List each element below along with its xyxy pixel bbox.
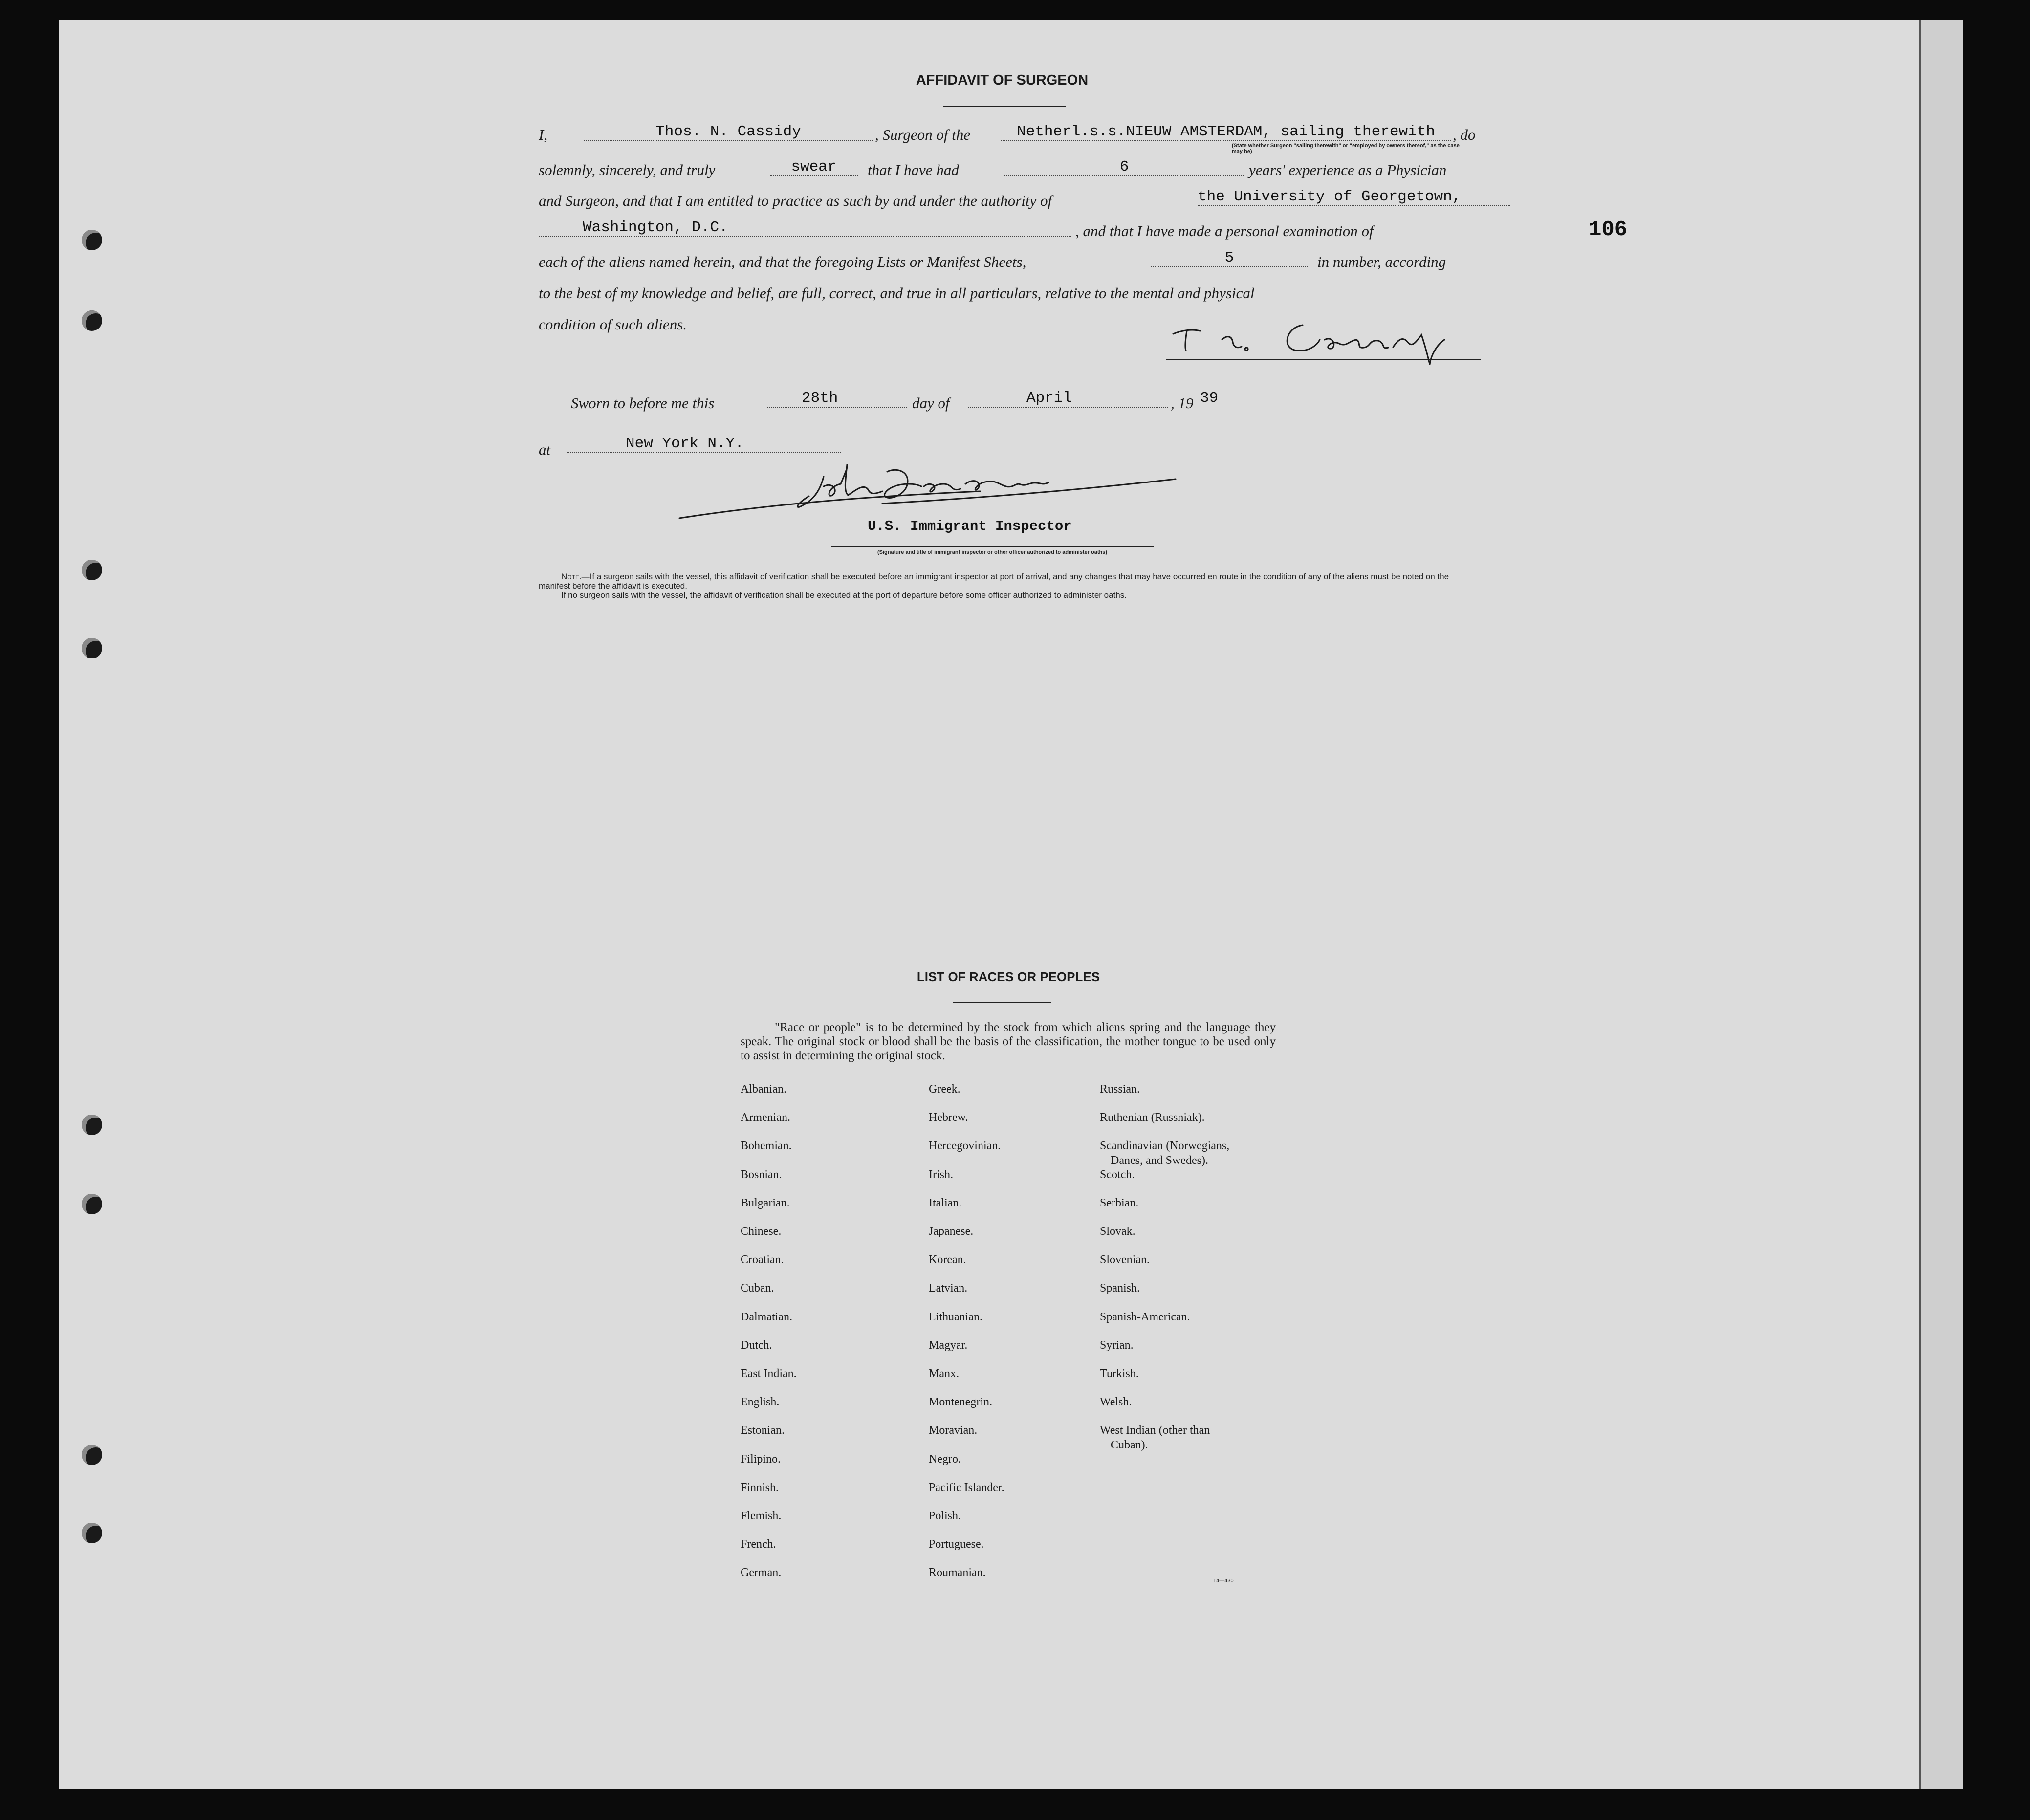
race-item: Greek. bbox=[929, 1083, 960, 1096]
years-field: 6 bbox=[1004, 158, 1244, 176]
race-item: Estonian. bbox=[741, 1424, 785, 1437]
race-item: Bohemian. bbox=[741, 1140, 792, 1153]
race-item: Irish. bbox=[929, 1168, 953, 1181]
race-item: West Indian (other than bbox=[1100, 1424, 1210, 1437]
race-item: Dalmatian. bbox=[741, 1310, 792, 1323]
affidavit-prefix-i: I, bbox=[539, 126, 548, 143]
race-item: Korean. bbox=[929, 1253, 966, 1267]
binder-hole bbox=[82, 310, 102, 331]
race-item: French. bbox=[741, 1538, 776, 1551]
race-item: English. bbox=[741, 1396, 780, 1409]
race-item: Moravian. bbox=[929, 1424, 978, 1437]
race-item: Negro. bbox=[929, 1452, 961, 1466]
authority-continued-field: Washington, D.C. bbox=[539, 219, 1071, 237]
vessel-note: (State whether Surgeon "sailing therewith" or "employed by owners thereof," as the case may be) bbox=[1232, 143, 1460, 154]
race-item: Serbian. bbox=[1100, 1196, 1139, 1209]
inspector-title: U.S. Immigrant Inspector bbox=[868, 518, 1072, 534]
title-underline bbox=[943, 106, 1066, 107]
race-item: Flemish. bbox=[741, 1510, 782, 1522]
race-item: East Indian. bbox=[741, 1367, 797, 1380]
race-item: Magyar. bbox=[929, 1338, 968, 1352]
years-experience-label: years' experience as a Physician bbox=[1249, 161, 1447, 178]
race-item: Slovak. bbox=[1100, 1225, 1135, 1238]
race-item: Italian. bbox=[929, 1196, 962, 1209]
inspector-title-line bbox=[831, 546, 1154, 547]
sheet-right-edge bbox=[1919, 20, 1963, 1789]
race-item: Scandinavian (Norwegians, bbox=[1100, 1140, 1230, 1153]
races-title: LIST OF RACES OR PEOPLES bbox=[917, 969, 1100, 984]
note-paragraph-2: If no surgeon sails with the vessel, the affidavit of verification shall be executed at the port of departure before some officer authorized to administer oaths. bbox=[561, 591, 1127, 600]
year-prefix-label: , 19 bbox=[1171, 395, 1194, 412]
in-number-label: in number, according bbox=[1317, 253, 1446, 270]
race-item: Latvian. bbox=[929, 1282, 968, 1295]
authority-label: and Surgeon, and that I am entitled to practice as such by and under the authority of bbox=[539, 192, 1052, 209]
race-item: Armenian. bbox=[741, 1111, 790, 1124]
place-field: New York N.Y. bbox=[567, 435, 841, 453]
do-label: , do bbox=[1453, 126, 1476, 143]
race-item: Croatian. bbox=[741, 1253, 784, 1267]
race-item: Polish. bbox=[929, 1510, 961, 1522]
authority-field: the University of Georgetown, bbox=[1198, 188, 1510, 206]
race-item: Welsh. bbox=[1100, 1396, 1132, 1409]
surgeon-name-field: Thos. N. Cassidy bbox=[584, 123, 873, 141]
affidavit-body-line: condition of such aliens. bbox=[539, 316, 687, 333]
race-item: Chinese. bbox=[741, 1225, 782, 1238]
race-item: Hebrew. bbox=[929, 1111, 968, 1124]
solemnly-label: solemnly, sincerely, and truly bbox=[539, 161, 716, 178]
race-item: Montenegrin. bbox=[929, 1396, 992, 1409]
race-item: Turkish. bbox=[1100, 1367, 1139, 1380]
sheets-count-field: 5 bbox=[1151, 249, 1308, 267]
oath-field: swear bbox=[770, 158, 858, 176]
race-item: Spanish-American. bbox=[1100, 1310, 1190, 1323]
race-item: Cuban). bbox=[1111, 1439, 1148, 1452]
note-label: Note. bbox=[561, 572, 582, 581]
inspector-signature bbox=[677, 457, 1190, 523]
binder-hole bbox=[82, 560, 102, 580]
race-item: Hercegovinian. bbox=[929, 1140, 1001, 1153]
race-item: Bulgarian. bbox=[741, 1196, 790, 1209]
sworn-month-field: April bbox=[968, 390, 1168, 408]
race-item: Ruthenian (Russniak). bbox=[1100, 1111, 1205, 1124]
affidavit-note bbox=[539, 572, 1482, 600]
race-item: Spanish. bbox=[1100, 1282, 1140, 1295]
race-item: Filipino. bbox=[741, 1452, 781, 1466]
race-item: Syrian. bbox=[1100, 1338, 1134, 1352]
surgeon-of-label: , Surgeon of the bbox=[875, 126, 971, 143]
surgeon-signature bbox=[1163, 306, 1481, 367]
race-item: Albanian. bbox=[741, 1083, 786, 1096]
races-title-underline bbox=[953, 1002, 1051, 1003]
race-item: Dutch. bbox=[741, 1338, 772, 1352]
binder-hole bbox=[82, 1445, 102, 1465]
races-intro: "Race or people" is to be determined by the stock from which aliens spring and the language they speak. The original stock or blood shall be the basis of the classification, the mother tongue to be used only to assist in determining the original stock. bbox=[741, 1021, 1276, 1062]
inspector-note: (Signature and title of immigrant inspector or other officer authorized to administer oaths) bbox=[877, 549, 1107, 555]
race-item: Russian. bbox=[1100, 1083, 1140, 1096]
race-item: German. bbox=[741, 1566, 782, 1579]
form-number: 14—430 bbox=[1213, 1578, 1234, 1584]
personal-examination-label: , and that I have made a personal examination of bbox=[1075, 222, 1374, 240]
manifest-sheets-label: each of the aliens named herein, and that the foregoing Lists or Manifest Sheets, bbox=[539, 253, 1026, 270]
race-item: Lithuanian. bbox=[929, 1310, 982, 1323]
binder-hole bbox=[82, 1115, 102, 1135]
race-item: Slovenian. bbox=[1100, 1253, 1150, 1267]
affidavit-body-line: to the best of my knowledge and belief, are full, correct, and true in all particulars, relative to the mental and physical bbox=[539, 285, 1255, 302]
race-item: Japanese. bbox=[929, 1225, 974, 1238]
page-number: 106 bbox=[1589, 218, 1628, 242]
sworn-label: Sworn to before me this bbox=[571, 395, 715, 412]
race-item: Scotch. bbox=[1100, 1168, 1135, 1181]
race-item: Roumanian. bbox=[929, 1566, 986, 1579]
race-item: Pacific Islander. bbox=[929, 1481, 1004, 1494]
race-item: Danes, and Swedes). bbox=[1111, 1154, 1208, 1167]
race-item: Finnish. bbox=[741, 1481, 779, 1494]
day-of-label: day of bbox=[912, 395, 950, 412]
that-i-have-had-label: that I have had bbox=[868, 161, 959, 178]
surgeon-signature-line bbox=[1166, 359, 1481, 360]
binder-hole bbox=[82, 230, 102, 250]
binder-hole bbox=[82, 1194, 102, 1214]
race-item: Cuban. bbox=[741, 1282, 774, 1295]
note-paragraph-1: —If a surgeon sails with the vessel, this affidavit of verification shall be executed before an immigrant inspector at port of arrival, and any changes that may have occurred en route in the condition of any of the aliens must be noted on the manifest before the affidavit is executed. bbox=[539, 572, 1449, 591]
race-item: Manx. bbox=[929, 1367, 959, 1380]
at-label: at bbox=[539, 441, 551, 458]
binder-hole bbox=[82, 1523, 102, 1543]
vessel-field: Netherl.s.s.NIEUW AMSTERDAM, sailing therewith bbox=[1001, 123, 1451, 141]
affidavit-title: AFFIDAVIT OF SURGEON bbox=[916, 72, 1089, 88]
race-item: Portuguese. bbox=[929, 1538, 984, 1551]
binder-hole bbox=[82, 638, 102, 658]
sworn-day-field: 28th bbox=[767, 390, 907, 408]
race-item: Bosnian. bbox=[741, 1168, 782, 1181]
sworn-year-field: 39 bbox=[1200, 390, 1219, 407]
